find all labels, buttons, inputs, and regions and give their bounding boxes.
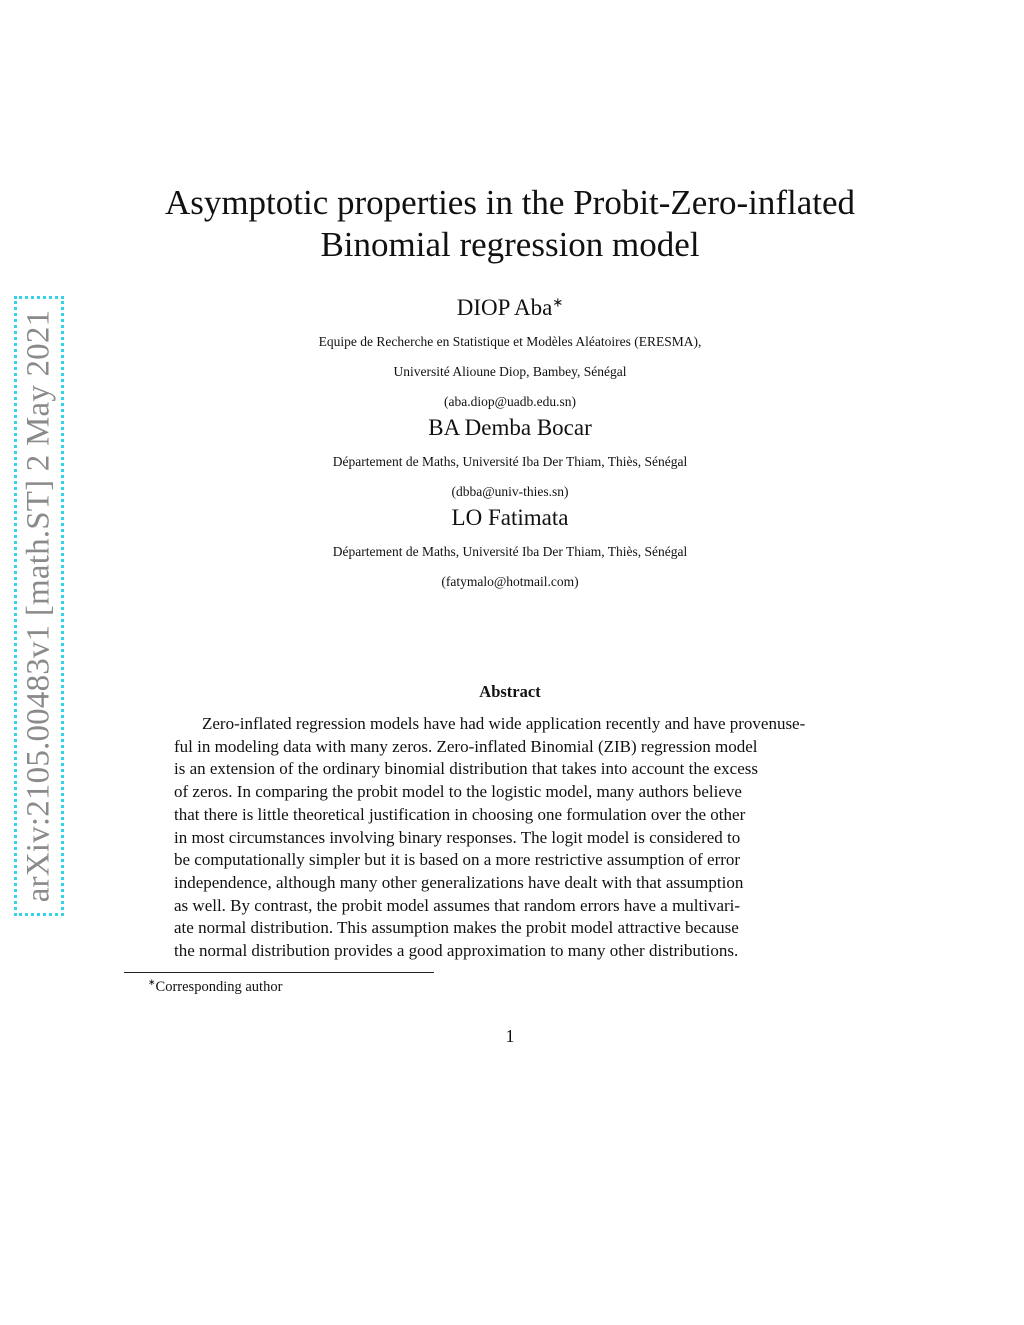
author-name	[110, 294, 910, 322]
abstract-line: in most circumstances involving binary responses. The logit model is considered to	[174, 827, 741, 847]
abstract-line: ful in modeling data with many zeros. Zero-inflated Binomial (ZIB) regression model	[174, 736, 758, 756]
footnote-text: Corresponding author	[155, 979, 283, 995]
author-footnote-marker: ∗	[552, 294, 564, 310]
author-affiliation: Département de Maths, Université Iba Der Thiam, Thiès, Sénégal	[332, 544, 688, 559]
abstract-body	[174, 713, 874, 963]
footnote-rule	[124, 972, 434, 973]
author-name-text: LO Fatimata	[451, 505, 569, 530]
arxiv-stamp	[14, 296, 64, 916]
footnote-marker: ∗	[148, 977, 156, 988]
abstract-line: be computationally simpler but it is based on a more restrictive assumption of error	[174, 850, 741, 870]
author-name-text: DIOP Aba	[456, 295, 553, 320]
abstract-line: ate normal distribution. This assumption makes the probit model attractive because	[174, 918, 739, 938]
paper-title-line-2: Binomial regression model	[320, 225, 700, 264]
abstract-line: is an extension of the ordinary binomial distribution that takes into account the excess	[174, 759, 759, 779]
paper-title-line-1: Asymptotic properties in the Probit-Zero-inflated	[164, 183, 856, 222]
author-email: (fatymalo@hotmail.com)	[441, 574, 579, 589]
abstract-line: independence, although many other generalizations have dealt with that assumption	[174, 872, 744, 892]
page-number: 1	[505, 1026, 515, 1046]
abstract-heading: Abstract	[479, 682, 541, 701]
footnote	[148, 978, 282, 996]
author-affiliation: Equipe de Recherche en Statistique et Modèles Aléatoires (ERESMA),	[318, 334, 702, 349]
abstract-line: of zeros. In comparing the probit model to the logistic model, many authors believe	[174, 782, 742, 802]
author-affiliation: Département de Maths, Université Iba Der Thiam, Thiès, Sénégal	[332, 454, 688, 469]
abstract-line: as well. By contrast, the probit model assumes that random errors have a multivari-	[174, 895, 741, 915]
paper-title	[110, 182, 910, 266]
author-name	[110, 414, 910, 442]
author-email: (aba.diop@uadb.edu.sn)	[443, 394, 577, 409]
author-email: (dbba@univ-thies.sn)	[451, 484, 569, 499]
author-name	[110, 504, 910, 532]
abstract-line: the normal distribution provides a good approximation to many other distributions.	[174, 941, 739, 961]
abstract-line: that there is little theoretical justification in choosing one formulation over the other	[174, 804, 746, 824]
author-name-text: BA Demba Bocar	[428, 415, 592, 440]
abstract-line: Zero-inflated regression models have had wide application recently and have provenuse-	[202, 714, 806, 733]
author-affiliation: Université Alioune Diop, Bambey, Sénégal	[393, 364, 627, 379]
arxiv-stamp-text: arXiv:2105.00483v1 [math.ST] 2 May 2021	[20, 309, 57, 903]
